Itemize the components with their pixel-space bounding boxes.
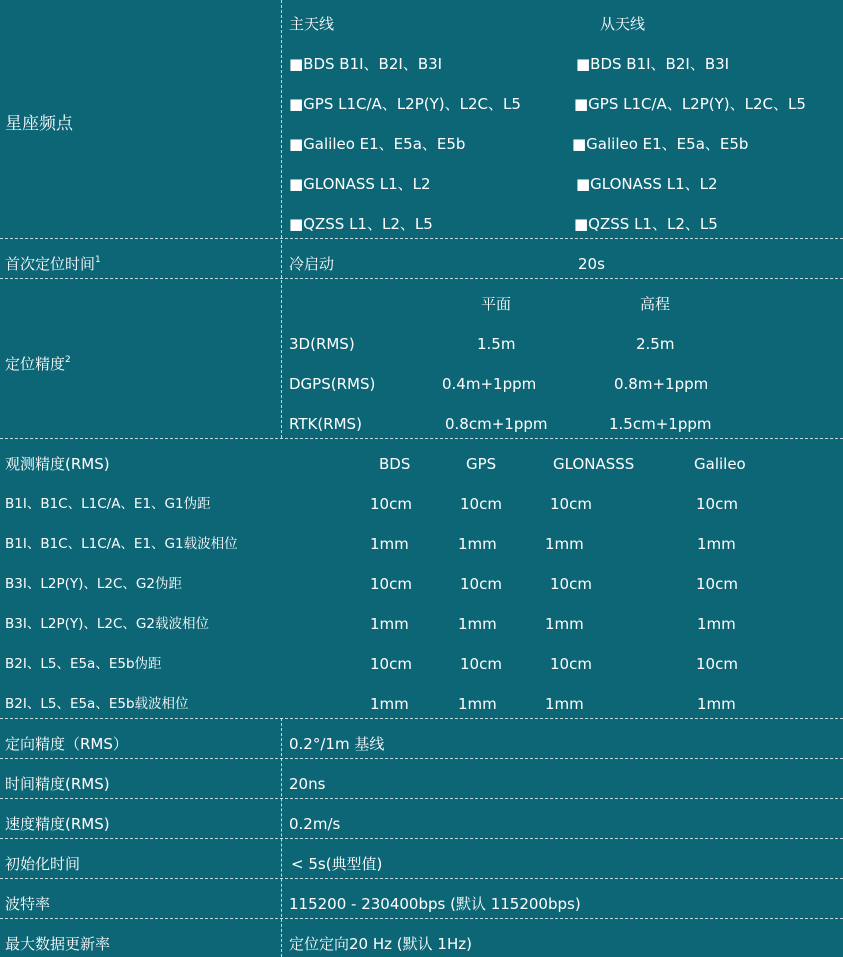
accuracy-horizontal: 0.8cm+1ppm — [445, 415, 548, 433]
observation-row-name: B1I、B1C、L1C/A、E1、G1伪距 — [5, 496, 211, 512]
slave-frequency-item: ■GPS L1C/A、L2P(Y)、L2C、L5 — [574, 95, 806, 113]
observation-row-name: B3I、L2P(Y)、L2C、G2伪距 — [5, 576, 182, 592]
time-accuracy-label: 时间精度(RMS) — [5, 775, 110, 793]
observation-row-name: B1I、B1C、L1C/A、E1、G1载波相位 — [5, 536, 238, 552]
system-header-glonass: GLONASSS — [553, 455, 635, 473]
observation-value: 10cm — [370, 575, 412, 593]
ttff-mode: 冷启动 — [289, 255, 335, 273]
column-divider — [281, 718, 282, 957]
observation-value: 1mm — [545, 535, 584, 553]
observation-value: 1mm — [370, 695, 409, 713]
init-time-label: 初始化时间 — [5, 855, 81, 873]
row-divider — [0, 278, 843, 279]
row-divider — [0, 798, 843, 799]
accuracy-mode: RTK(RMS) — [289, 415, 362, 433]
observation-value: 1mm — [370, 615, 409, 633]
ttff-label — [5, 254, 101, 274]
observation-value: 10cm — [460, 655, 502, 673]
column-divider — [281, 0, 282, 438]
main-frequency-item: ■GPS L1C/A、L2P(Y)、L2C、L5 — [289, 95, 521, 113]
observation-value: 10cm — [370, 655, 412, 673]
main-frequency-item: ■BDS B1I、B2I、B3I — [289, 55, 443, 73]
accuracy-vertical: 2.5m — [636, 335, 675, 353]
constellation-label: 星座频点 — [5, 114, 73, 134]
observation-value: 1mm — [697, 695, 736, 713]
main-frequency-item: ■GLONASS L1、L2 — [289, 175, 431, 193]
row-divider — [0, 718, 843, 719]
main-frequency-item: ■QZSS L1、L2、L5 — [289, 215, 433, 233]
accuracy-mode: DGPS(RMS) — [289, 375, 376, 393]
footnote-marker: 2 — [65, 355, 71, 365]
observation-value: 10cm — [550, 655, 592, 673]
row-divider — [0, 918, 843, 919]
heading-accuracy-label: 定向精度（RMS） — [5, 735, 128, 753]
slave-frequency-item: ■QZSS L1、L2、L5 — [574, 215, 718, 233]
accuracy-vertical: 0.8m+1ppm — [614, 375, 709, 393]
observation-value: 1mm — [458, 615, 497, 633]
observation-row-name: B3I、L2P(Y)、L2C、G2载波相位 — [5, 616, 209, 632]
observation-value: 10cm — [460, 575, 502, 593]
init-time-value: < 5s(典型值) — [291, 855, 383, 873]
ttff-value: 20s — [578, 255, 605, 273]
observation-value: 1mm — [545, 615, 584, 633]
accuracy-vertical: 1.5cm+1ppm — [609, 415, 712, 433]
observation-row-name: B2I、L5、E5a、E5b载波相位 — [5, 696, 189, 712]
observation-value: 10cm — [370, 495, 412, 513]
main-antenna-header: 主天线 — [289, 15, 335, 33]
observation-value: 1mm — [697, 615, 736, 633]
observation-value: 10cm — [696, 575, 738, 593]
observation-value: 1mm — [370, 535, 409, 553]
vertical-header: 高程 — [640, 295, 671, 313]
row-divider — [0, 238, 843, 239]
observation-value: 10cm — [550, 575, 592, 593]
horizontal-header: 平面 — [481, 295, 512, 313]
velocity-accuracy-label: 速度精度(RMS) — [5, 815, 110, 833]
main-frequency-item: ■Galileo E1、E5a、E5b — [289, 135, 466, 153]
observation-value: 10cm — [696, 495, 738, 513]
observation-value: 1mm — [458, 535, 497, 553]
row-divider — [0, 838, 843, 839]
slave-frequency-item: ■GLONASS L1、L2 — [576, 175, 718, 193]
row-divider — [0, 878, 843, 879]
system-header-gps: GPS — [466, 455, 497, 473]
accuracy-horizontal: 0.4m+1ppm — [442, 375, 537, 393]
slave-frequency-item: ■Galileo E1、E5a、E5b — [572, 135, 749, 153]
system-header-bds: BDS — [379, 455, 411, 473]
update-rate-value: 定位定向20 Hz (默认 1Hz) — [289, 935, 472, 953]
time-accuracy-value: 20ns — [289, 775, 326, 793]
position-accuracy-label-text: 定位精度 — [5, 355, 66, 373]
system-header-galileo: Galileo — [694, 455, 746, 473]
observation-value: 10cm — [460, 495, 502, 513]
observation-value: 1mm — [458, 695, 497, 713]
slave-frequency-item: ■BDS B1I、B2I、B3I — [576, 55, 730, 73]
observation-value: 10cm — [696, 655, 738, 673]
baud-rate-value: 115200 - 230400bps (默认 115200bps) — [289, 895, 581, 913]
position-accuracy-label — [5, 354, 71, 374]
observation-accuracy-label: 观测精度(RMS) — [5, 455, 110, 473]
row-divider — [0, 438, 843, 439]
velocity-accuracy-value: 0.2m/s — [289, 815, 341, 833]
observation-value: 1mm — [697, 535, 736, 553]
heading-accuracy-value: 0.2°/1m 基线 — [289, 735, 385, 753]
observation-value: 1mm — [545, 695, 584, 713]
row-divider — [0, 758, 843, 759]
slave-antenna-header: 从天线 — [600, 15, 646, 33]
accuracy-horizontal: 1.5m — [477, 335, 516, 353]
accuracy-mode: 3D(RMS) — [289, 335, 355, 353]
update-rate-label: 最大数据更新率 — [5, 935, 111, 953]
ttff-label-text: 首次定位时间 — [5, 255, 96, 273]
baud-rate-label: 波特率 — [5, 895, 51, 913]
footnote-marker: 1 — [95, 255, 101, 265]
observation-value: 10cm — [550, 495, 592, 513]
observation-row-name: B2I、L5、E5a、E5b伪距 — [5, 656, 162, 672]
